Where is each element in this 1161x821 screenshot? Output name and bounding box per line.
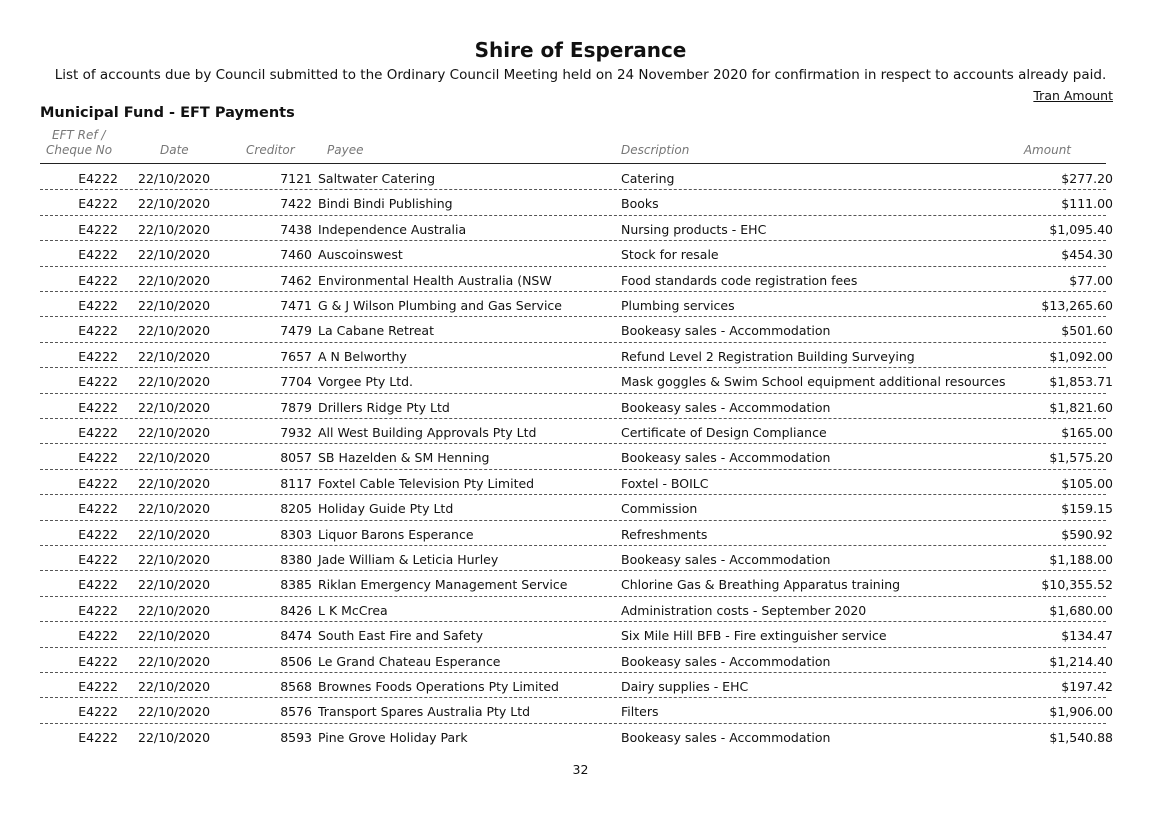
- row-payee: All West Building Approvals Pty Ltd: [318, 425, 537, 440]
- row-creditor: 8205: [280, 501, 312, 517]
- row-payee: Foxtel Cable Television Pty Limited: [318, 475, 535, 491]
- row-creditor: 7704: [280, 374, 312, 390]
- row-description: Bookeasy sales - Accommodation: [621, 323, 831, 339]
- row-ref: E4222: [78, 552, 118, 567]
- row-description: Refund Level 2 Registration Building Surveying: [621, 348, 915, 364]
- table-row: [0, 190, 1161, 215]
- row-creditor: 7460: [280, 247, 312, 263]
- row-payee: SB Hazelden & SM Henning: [318, 450, 490, 466]
- row-creditor: 7121: [280, 171, 312, 186]
- row-ref: E4222: [78, 171, 118, 186]
- row-payee: La Cabane Retreat: [318, 323, 434, 339]
- row-amount: $1,575.20: [1049, 450, 1113, 466]
- section-title: Municipal Fund - EFT Payments: [40, 105, 295, 121]
- row-amount: $277.20: [1061, 171, 1113, 186]
- row-description: Bookeasy sales - Accommodation: [621, 552, 831, 567]
- row-creditor: 8380: [280, 552, 312, 567]
- row-date: 22/10/2020: [138, 196, 211, 212]
- row-date: 22/10/2020: [138, 247, 211, 263]
- row-payee: Auscoinswest: [318, 247, 403, 263]
- row-description: Food standards code registration fees: [621, 272, 858, 288]
- row-amount: $1,906.00: [1049, 704, 1113, 720]
- row-date: 22/10/2020: [138, 425, 211, 440]
- table-row: [0, 267, 1161, 292]
- row-creditor: 8057: [280, 450, 312, 466]
- row-description: Filters: [621, 704, 659, 720]
- row-description: Nursing products - EHC: [621, 221, 767, 237]
- col-head-creditor: Creditor: [246, 143, 295, 157]
- row-ref: E4222: [78, 704, 118, 720]
- table-row: [0, 165, 1161, 190]
- row-date: 22/10/2020: [138, 501, 211, 517]
- row-date: 22/10/2020: [138, 552, 211, 567]
- row-amount: $111.00: [1061, 196, 1113, 212]
- row-ref: E4222: [78, 374, 118, 390]
- row-description: Mask goggles & Swim School equipment additional resources: [621, 374, 1006, 390]
- row-date: 22/10/2020: [138, 399, 211, 415]
- row-payee: G & J Wilson Plumbing and Gas Service: [318, 298, 562, 313]
- table-row: [0, 317, 1161, 342]
- row-amount: $1,095.40: [1049, 221, 1113, 237]
- row-description: Six Mile Hill BFB - Fire extinguisher service: [621, 628, 887, 644]
- table-row: [0, 724, 1161, 749]
- row-amount: $165.00: [1061, 425, 1113, 440]
- col-head-description: Description: [621, 143, 690, 157]
- row-date: 22/10/2020: [138, 221, 211, 237]
- row-description: Stock for resale: [621, 247, 719, 263]
- row-amount: $134.47: [1061, 628, 1113, 644]
- row-description: Chlorine Gas & Breathing Apparatus training: [621, 577, 901, 593]
- row-ref: E4222: [78, 475, 118, 491]
- row-payee: Holiday Guide Pty Ltd: [318, 501, 454, 517]
- table-row: [0, 292, 1161, 317]
- row-ref: E4222: [78, 348, 118, 364]
- table-row: [0, 368, 1161, 393]
- row-date: 22/10/2020: [138, 272, 211, 288]
- row-ref: E4222: [78, 577, 118, 593]
- row-description: Books: [621, 196, 659, 212]
- row-payee: L K McCrea: [318, 602, 388, 618]
- row-creditor: 8303: [280, 526, 312, 542]
- row-date: 22/10/2020: [138, 628, 211, 644]
- table-row: [0, 673, 1161, 698]
- row-date: 22/10/2020: [138, 171, 211, 186]
- row-amount: $590.92: [1061, 526, 1113, 542]
- page-title: Shire of Esperance: [474, 38, 687, 62]
- row-ref: E4222: [78, 450, 118, 466]
- row-creditor: 7422: [280, 196, 312, 212]
- row-date: 22/10/2020: [138, 577, 211, 593]
- row-description: Foxtel - BOILC: [621, 475, 709, 491]
- row-ref: E4222: [78, 602, 118, 618]
- row-creditor: 7479: [280, 323, 312, 339]
- row-payee: A N Belworthy: [318, 348, 407, 364]
- row-payee: Environmental Health Australia (NSW: [318, 272, 552, 288]
- row-payee: Riklan Emergency Management Service: [318, 577, 568, 593]
- row-amount: $10,355.52: [1041, 577, 1113, 593]
- row-amount: $1,188.00: [1049, 552, 1113, 567]
- row-amount: $1,092.00: [1049, 348, 1113, 364]
- row-amount: $454.30: [1061, 247, 1113, 263]
- col-head-date: Date: [160, 143, 189, 157]
- row-description: Certificate of Design Compliance: [621, 425, 827, 440]
- table-row: [0, 444, 1161, 469]
- row-ref: E4222: [78, 729, 118, 745]
- row-description: Administration costs - September 2020: [621, 602, 867, 618]
- row-creditor: 8117: [280, 475, 312, 491]
- table-row: [0, 622, 1161, 647]
- row-amount: $1,680.00: [1049, 602, 1113, 618]
- row-payee: Liquor Barons Esperance: [318, 526, 474, 542]
- row-creditor: 8506: [280, 653, 312, 669]
- row-description: Commission: [621, 501, 698, 517]
- row-amount: $1,821.60: [1049, 399, 1113, 415]
- row-payee: Le Grand Chateau Esperance: [318, 653, 501, 669]
- row-payee: Saltwater Catering: [318, 171, 436, 186]
- row-payee: Independence Australia: [318, 221, 467, 237]
- row-description: Catering: [621, 171, 675, 186]
- row-ref: E4222: [78, 526, 118, 542]
- row-ref: E4222: [78, 298, 118, 313]
- row-description: Plumbing services: [621, 298, 735, 313]
- header-divider: [40, 163, 1106, 164]
- col-head-ref-line2: Cheque No: [46, 143, 113, 157]
- row-creditor: 8474: [280, 628, 312, 644]
- row-description: Bookeasy sales - Accommodation: [621, 450, 831, 466]
- row-date: 22/10/2020: [138, 526, 211, 542]
- row-ref: E4222: [78, 679, 118, 694]
- row-amount: $1,540.88: [1049, 729, 1113, 745]
- row-amount: $13,265.60: [1041, 298, 1113, 313]
- table-row: [0, 648, 1161, 673]
- row-ref: E4222: [78, 399, 118, 415]
- row-payee: Jade William & Leticia Hurley: [318, 552, 499, 567]
- row-creditor: 8576: [280, 704, 312, 720]
- row-creditor: 8385: [280, 577, 312, 593]
- row-ref: E4222: [78, 323, 118, 339]
- col-head-amount: Amount: [1023, 143, 1071, 157]
- row-amount: $159.15: [1061, 501, 1113, 517]
- table-row: [0, 343, 1161, 368]
- row-description: Refreshments: [621, 526, 708, 542]
- row-description: Bookeasy sales - Accommodation: [621, 653, 831, 669]
- row-ref: E4222: [78, 425, 118, 440]
- row-description: Bookeasy sales - Accommodation: [621, 729, 831, 745]
- row-ref: E4222: [78, 221, 118, 237]
- row-ref: E4222: [78, 272, 118, 288]
- table-row: [0, 241, 1161, 266]
- row-ref: E4222: [78, 653, 118, 669]
- row-date: 22/10/2020: [138, 374, 211, 390]
- row-date: 22/10/2020: [138, 323, 211, 339]
- row-amount: $1,214.40: [1049, 653, 1113, 669]
- table-row: [0, 394, 1161, 419]
- table-row: [0, 571, 1161, 596]
- row-amount: $501.60: [1061, 323, 1113, 339]
- row-description: Bookeasy sales - Accommodation: [621, 399, 831, 415]
- row-date: 22/10/2020: [138, 653, 211, 669]
- row-creditor: 8568: [280, 679, 312, 694]
- row-ref: E4222: [78, 247, 118, 263]
- row-date: 22/10/2020: [138, 602, 211, 618]
- row-ref: E4222: [78, 196, 118, 212]
- col-head-ref-line1: EFT Ref /: [52, 128, 106, 142]
- table-row: [0, 495, 1161, 520]
- row-payee: Pine Grove Holiday Park: [318, 729, 468, 745]
- table-row: [0, 546, 1161, 571]
- row-date: 22/10/2020: [138, 475, 211, 491]
- page-subtitle: List of accounts due by Council submitted to the Ordinary Council Meeting held on 24 November 2020 for confirmation in respect to accounts already paid.: [54, 67, 1107, 83]
- tran-amount-label: Tran Amount: [1033, 88, 1113, 103]
- row-date: 22/10/2020: [138, 450, 211, 466]
- row-description: Dairy supplies - EHC: [621, 679, 749, 694]
- row-date: 22/10/2020: [138, 729, 211, 745]
- row-amount: $197.42: [1061, 679, 1113, 694]
- table-row: [0, 216, 1161, 241]
- row-payee: Bindi Bindi Publishing: [318, 196, 453, 212]
- row-payee: Transport Spares Australia Pty Ltd: [318, 704, 531, 720]
- row-payee: Drillers Ridge Pty Ltd: [318, 399, 450, 415]
- row-payee: Brownes Foods Operations Pty Limited: [318, 679, 559, 694]
- row-creditor: 7438: [280, 221, 312, 237]
- row-creditor: 7471: [280, 298, 312, 313]
- row-amount: $1,853.71: [1049, 374, 1113, 390]
- row-creditor: 8426: [280, 602, 312, 618]
- table-row: [0, 419, 1161, 444]
- row-date: 22/10/2020: [138, 679, 211, 694]
- table-row: [0, 470, 1161, 495]
- page-number: 32: [572, 762, 589, 777]
- col-head-ref: [40, 128, 118, 158]
- row-date: 22/10/2020: [138, 298, 211, 313]
- row-creditor: 7932: [280, 425, 312, 440]
- row-creditor: 7879: [280, 399, 312, 415]
- row-creditor: 7462: [280, 272, 312, 288]
- row-date: 22/10/2020: [138, 704, 211, 720]
- table-row: [0, 521, 1161, 546]
- row-ref: E4222: [78, 628, 118, 644]
- table-row: [0, 698, 1161, 723]
- row-payee: Vorgee Pty Ltd.: [318, 374, 414, 390]
- row-payee: South East Fire and Safety: [318, 628, 484, 644]
- row-creditor: 7657: [280, 348, 312, 364]
- row-amount: $77.00: [1069, 272, 1113, 288]
- table-row: [0, 597, 1161, 622]
- col-head-payee: Payee: [327, 143, 364, 157]
- row-ref: E4222: [78, 501, 118, 517]
- row-amount: $105.00: [1061, 475, 1113, 491]
- row-creditor: 8593: [280, 729, 312, 745]
- row-date: 22/10/2020: [138, 348, 211, 364]
